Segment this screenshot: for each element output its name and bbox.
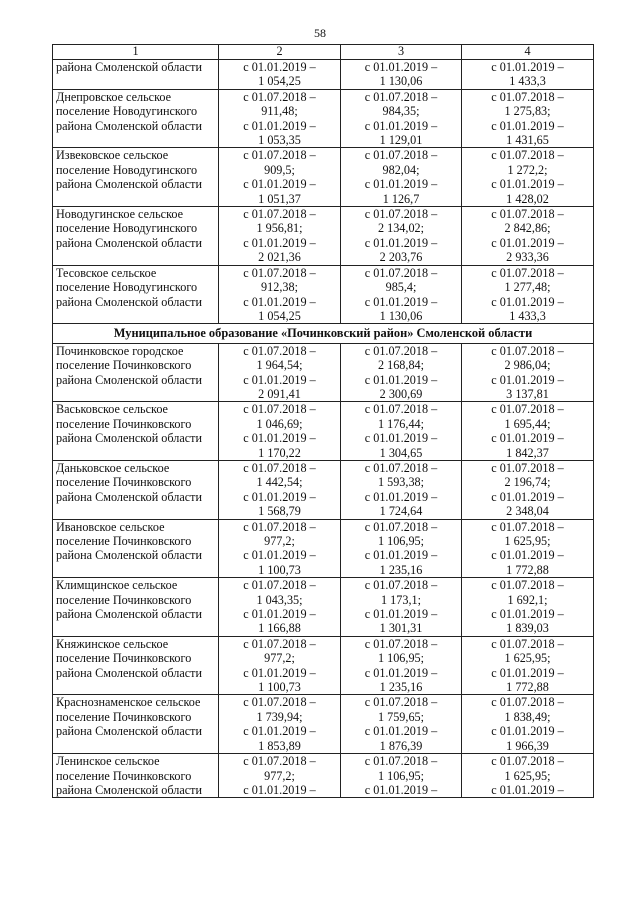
column-header-3: 3 bbox=[341, 45, 462, 60]
settlement-name-cell: Климщинское сельское поселение Починковского района Смоленской области bbox=[53, 578, 219, 637]
tariff-cell-col3: с 01.07.2018 – 984,35; с 01.01.2019 – 1 129,01 bbox=[341, 89, 462, 148]
tariff-cell-col2: с 01.07.2018 – 909,5; с 01.01.2019 – 1 051,37 bbox=[219, 148, 341, 207]
tariff-cell-col2: с 01.07.2018 – 1 739,94; с 01.01.2019 – 1 853,89 bbox=[219, 695, 341, 754]
tariff-cell-col3: с 01.07.2018 – 1 106,95; с 01.01.2019 – 1 235,16 bbox=[341, 636, 462, 695]
table-body-novodugino bbox=[53, 60, 594, 324]
table-row bbox=[53, 60, 594, 90]
tariff-cell-col4: с 01.07.2018 – 1 692,1; с 01.01.2019 – 1 839,03 bbox=[462, 578, 594, 637]
tariff-cell-col3: с 01.07.2018 – 985,4; с 01.01.2019 – 1 130,06 bbox=[341, 265, 462, 324]
table-row bbox=[53, 402, 594, 461]
section-title: Муниципальное образование «Починковский район» Смоленской области bbox=[53, 324, 594, 343]
tariff-cell-col4: с 01.07.2018 – 2 196,74; с 01.01.2019 – 2 348,04 bbox=[462, 460, 594, 519]
tariff-cell-col4: с 01.07.2018 – 1 625,95; с 01.01.2019 – bbox=[462, 754, 594, 798]
tariff-cell-col4: с 01.01.2019 – 1 433,3 bbox=[462, 60, 594, 90]
column-header-2: 2 bbox=[219, 45, 341, 60]
column-header-4: 4 bbox=[462, 45, 594, 60]
settlement-name-cell: Извековское сельское поселение Новодугинского района Смоленской области bbox=[53, 148, 219, 207]
tariff-cell-col4: с 01.07.2018 – 1 272,2; с 01.01.2019 – 1 428,02 bbox=[462, 148, 594, 207]
tariff-cell-col3: с 01.07.2018 – 2 168,84; с 01.01.2019 – 2 300,69 bbox=[341, 343, 462, 402]
settlement-name-cell: Даньковское сельское поселение Починковского района Смоленской области bbox=[53, 460, 219, 519]
tariff-cell-col2: с 01.07.2018 – 1 956,81; с 01.01.2019 – 2 021,36 bbox=[219, 207, 341, 266]
settlement-name-cell: Ленинское сельское поселение Починковского района Смоленской области bbox=[53, 754, 219, 798]
tariff-cell-col3: с 01.07.2018 – 1 593,38; с 01.01.2019 – 1 724,64 bbox=[341, 460, 462, 519]
tariff-cell-col3: с 01.07.2018 – 1 106,95; с 01.01.2019 – 1 235,16 bbox=[341, 519, 462, 578]
page-number: 58 bbox=[314, 26, 326, 40]
settlement-name-cell: Ивановское сельское поселение Починковского района Смоленской области bbox=[53, 519, 219, 578]
settlement-name-cell: Починковское городское поселение Починковского района Смоленской области bbox=[53, 343, 219, 402]
tariff-cell-col3: с 01.07.2018 – 982,04; с 01.01.2019 – 1 126,7 bbox=[341, 148, 462, 207]
table-body-pochinok bbox=[53, 343, 594, 798]
tariff-cell-col4: с 01.07.2018 – 1 625,95; с 01.01.2019 – 1 772,88 bbox=[462, 636, 594, 695]
tariff-cell-col3: с 01.07.2018 – 1 106,95; с 01.01.2019 – bbox=[341, 754, 462, 798]
tariff-cell-col4: с 01.07.2018 – 1 695,44; с 01.01.2019 – 1 842,37 bbox=[462, 402, 594, 461]
tariff-cell-col3: с 01.01.2019 – 1 130,06 bbox=[341, 60, 462, 90]
tariff-cell-col4: с 01.07.2018 – 1 275,83; с 01.01.2019 – 1 431,65 bbox=[462, 89, 594, 148]
table-row bbox=[53, 754, 594, 798]
tariff-cell-col3: с 01.07.2018 – 1 176,44; с 01.01.2019 – 1 304,65 bbox=[341, 402, 462, 461]
table-row bbox=[53, 460, 594, 519]
table-row bbox=[53, 265, 594, 324]
tariff-cell-col4: с 01.07.2018 – 2 842,86; с 01.01.2019 – 2 933,36 bbox=[462, 207, 594, 266]
settlement-name-cell: Новодугинское сельское поселение Новодугинского района Смоленской области bbox=[53, 207, 219, 266]
tariff-cell-col3: с 01.07.2018 – 2 134,02; с 01.01.2019 – 2 203,76 bbox=[341, 207, 462, 266]
tariff-cell-col2: с 01.07.2018 – 912,38; с 01.01.2019 – 1 054,25 bbox=[219, 265, 341, 324]
tariff-cell-col4: с 01.07.2018 – 1 277,48; с 01.01.2019 – 1 433,3 bbox=[462, 265, 594, 324]
table-row bbox=[53, 148, 594, 207]
table-row bbox=[53, 578, 594, 637]
tariff-cell-col4: с 01.07.2018 – 2 986,04; с 01.01.2019 – 3 137,81 bbox=[462, 343, 594, 402]
tariff-cell-col3: с 01.07.2018 – 1 759,65; с 01.01.2019 – 1 876,39 bbox=[341, 695, 462, 754]
settlement-name-cell: Днепровское сельское поселение Новодугинского района Смоленской области bbox=[53, 89, 219, 148]
table-row bbox=[53, 207, 594, 266]
tariff-cell-col3: с 01.07.2018 – 1 173,1; с 01.01.2019 – 1 301,31 bbox=[341, 578, 462, 637]
tariff-cell-col2: с 01.07.2018 – 1 964,54; с 01.01.2019 – 2 091,41 bbox=[219, 343, 341, 402]
settlement-name-cell: Княжинское сельское поселение Починковского района Смоленской области bbox=[53, 636, 219, 695]
tariff-cell-col2: с 01.07.2018 – 1 046,69; с 01.01.2019 – 1 170,22 bbox=[219, 402, 341, 461]
table-row bbox=[53, 636, 594, 695]
tariff-cell-col2: с 01.07.2018 – 1 442,54; с 01.01.2019 – 1 568,79 bbox=[219, 460, 341, 519]
tariff-cell-col2: с 01.01.2019 – 1 054,25 bbox=[219, 60, 341, 90]
settlement-name-cell: Тесовское сельское поселение Новодугинского района Смоленской области bbox=[53, 265, 219, 324]
settlement-name-cell: района Смоленской области bbox=[53, 60, 219, 90]
settlement-name-cell: Краснознаменское сельское поселение Починковского района Смоленской области bbox=[53, 695, 219, 754]
column-header-1: 1 bbox=[53, 45, 219, 60]
tariff-cell-col2: с 01.07.2018 – 911,48; с 01.01.2019 – 1 053,35 bbox=[219, 89, 341, 148]
tariff-cell-col2: с 01.07.2018 – 977,2; с 01.01.2019 – 1 100,73 bbox=[219, 519, 341, 578]
table-row bbox=[53, 695, 594, 754]
tariff-cell-col4: с 01.07.2018 – 1 625,95; с 01.01.2019 – 1 772,88 bbox=[462, 519, 594, 578]
settlement-name-cell: Васьковское сельское поселение Починковского района Смоленской области bbox=[53, 402, 219, 461]
tariff-cell-col2: с 01.07.2018 – 977,2; с 01.01.2019 – bbox=[219, 754, 341, 798]
tariff-table bbox=[52, 44, 594, 798]
tariff-cell-col4: с 01.07.2018 – 1 838,49; с 01.01.2019 – 1 966,39 bbox=[462, 695, 594, 754]
table-row bbox=[53, 519, 594, 578]
tariff-cell-col2: с 01.07.2018 – 1 043,35; с 01.01.2019 – 1 166,88 bbox=[219, 578, 341, 637]
table-row bbox=[53, 89, 594, 148]
tariff-cell-col2: с 01.07.2018 – 977,2; с 01.01.2019 – 1 100,73 bbox=[219, 636, 341, 695]
header-row bbox=[53, 45, 594, 60]
section-header-row bbox=[53, 324, 594, 343]
table-row bbox=[53, 343, 594, 402]
